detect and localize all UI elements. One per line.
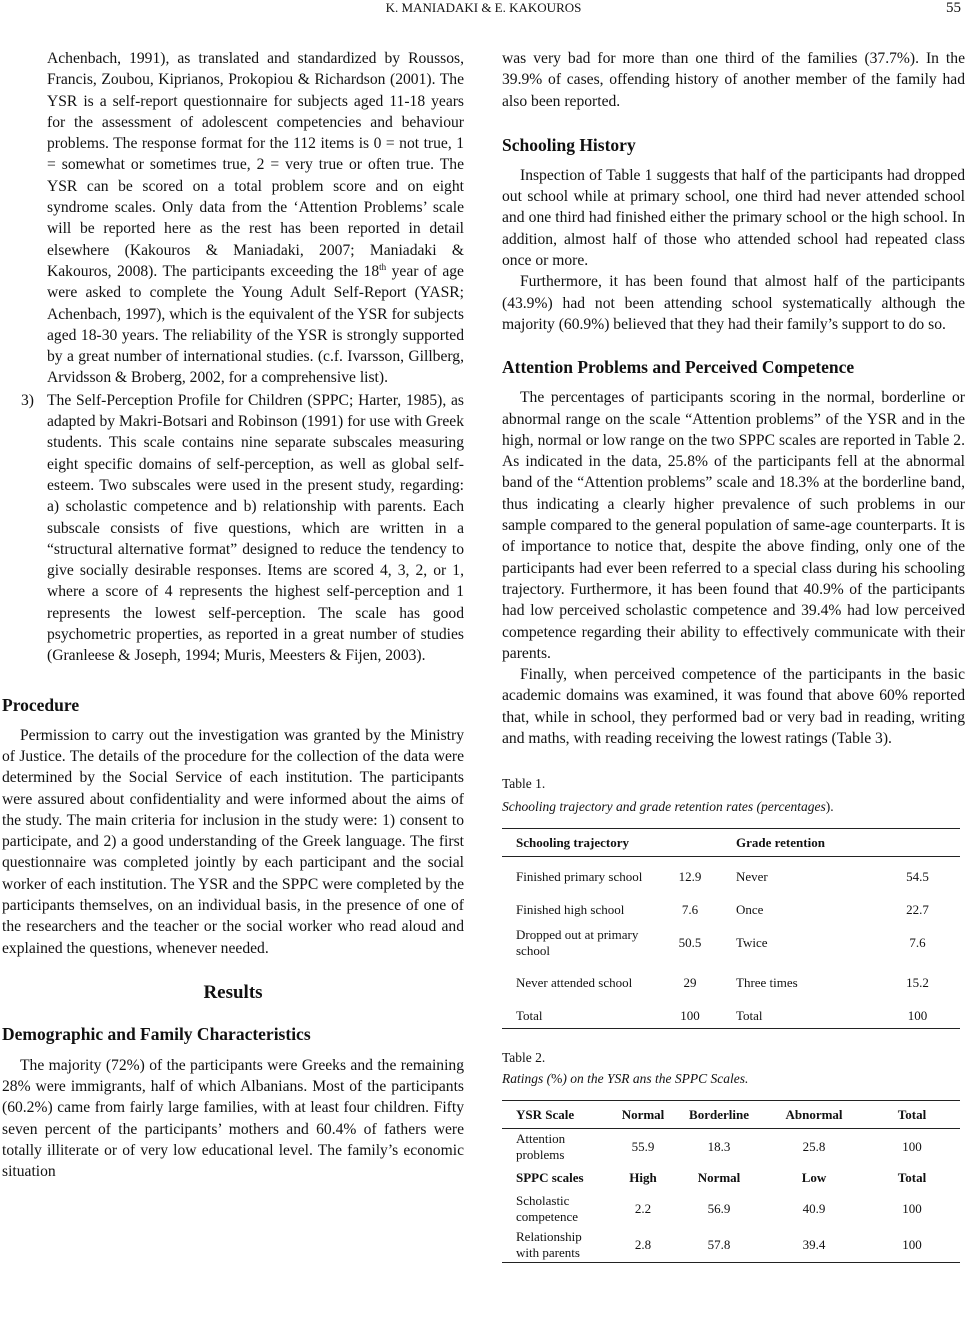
- table-cell: 39.4: [764, 1227, 864, 1263]
- table-cell: 50.5: [678, 934, 702, 950]
- table-cell: 18.3: [707, 1139, 731, 1155]
- table-cell: 54.5: [906, 869, 929, 885]
- table1-header-cell: [650, 829, 722, 857]
- schooling-paragraph-2: Furthermore, it has been found that almost half of the participants (43.9%) had not been attending school systematically although the majority (60.9%) believed that they had their family’s support to do so.: [502, 273, 965, 333]
- table-cell: 2.8: [612, 1227, 674, 1263]
- schooling-history-heading: Schooling History: [502, 134, 636, 155]
- left-column: [2, 48, 464, 1183]
- list-item-number: 3): [21, 391, 34, 409]
- table-cell: Normal: [697, 1169, 741, 1185]
- table-cell: Never: [736, 869, 768, 885]
- table-cell: 57.8: [674, 1227, 764, 1263]
- table2-header-cell: Total: [864, 1101, 960, 1129]
- table-cell: Finished primary school: [516, 869, 643, 885]
- running-header: [0, 0, 967, 22]
- table-cell: Three times: [736, 974, 798, 990]
- table-cell: 100: [650, 1003, 722, 1029]
- attention-heading: Attention Problems and Perceived Competence: [502, 357, 855, 378]
- table-cell: Relationship with parents: [502, 1227, 612, 1263]
- list-item-sppc: [2, 390, 464, 667]
- table1-block: [502, 775, 965, 1029]
- table-cell: 56.9: [707, 1200, 731, 1216]
- table2-header-row: [502, 1101, 960, 1129]
- table-row: [502, 1129, 960, 1165]
- family-continued-paragraph: was very bad for more than one third of the families (37.7%). In the 39.9% of cases, offending history of another member of the family had also been reported.: [502, 50, 965, 110]
- table-cell: Twice: [736, 934, 768, 950]
- table2-subheader-row: [502, 1165, 960, 1191]
- table-cell: 100: [864, 1227, 960, 1263]
- table2-header-cell: Borderline: [674, 1101, 764, 1129]
- table-cell: 15.2: [906, 974, 929, 990]
- table2-header-cell: Normal: [612, 1101, 674, 1129]
- sppc-description-paragraph: The Self-Perception Profile for Children (SPPC; Harter, 1985), as adapted by Makri-Botsari and Robinson (1991) for use with Greek students. This scale contains nine separate subscales measuring eight specific domains of self-perception, as well as global self-esteem. Two subscales were used in the present study, regarding: a) scholastic competence and b) relationship with parents. Each subscale consists of five questions, which are written in a “structural alternative format” designed to reduce the tendency to give socially desirable responses. Items are scored 4, 3, 2, or 1, where a score of 4 represents the highest self-perception and 1 represents the lowest self-perception. The scale has good psychometric properties, as reported in a great number of studies (Granleese & Joseph, 1994; Muris, Meesters & Fijen, 2003).: [47, 391, 464, 665]
- table-cell: 2.2: [634, 1200, 652, 1216]
- right-column: [502, 48, 965, 1263]
- running-header-authors: K. MANIADAKI & E. KAKOUROS: [385, 0, 582, 15]
- table-cell: 100: [902, 1139, 922, 1155]
- table-row: [502, 1227, 960, 1263]
- table-cell: 25.8: [802, 1139, 826, 1155]
- table2-header-cell: Abnormal: [764, 1101, 864, 1129]
- table2-header-cell: YSR Scale: [502, 1101, 612, 1129]
- schooling-paragraph-1: Inspection of Table 1 suggests that half of the participants had dropped out school while at primary school, one third had never attended school and one third had finished either the primary school or the high school. In addition, almost half of those who attended school had repeated class once or more.: [502, 166, 965, 270]
- table-cell: Scholastic competence: [516, 1192, 579, 1224]
- table1-caption: Schooling trajectory and grade retention rates (percentages).: [502, 799, 834, 815]
- table-cell: Total: [897, 1169, 927, 1185]
- table2-block: [502, 1049, 965, 1263]
- table-cell: 7.6: [681, 901, 699, 917]
- table1-header-row: [502, 829, 960, 857]
- procedure-paragraph: Permission to carry out the investigation was granted by the Ministry of Justice. The details of the procedure for the collection of the data were determined by the Social Service of each institution. The participants were assured about confidentiality and were informed about the aims of the study. The main criteria for inclusion in the study were: 1) consent to participate, and 2) a good understanding of the Greek language. The first questionnaire was completed jointly by each participant and the social worker of each institution. The YSR and the SPPC were completed by the participants themselves, on an individual basis, in the presence of one of the researchers and the teacher or the social worker who read aloud and explained the questions, whenever needed.: [2, 726, 464, 957]
- table-cell: Never attended school: [516, 974, 633, 990]
- table-row: [502, 1191, 960, 1227]
- table-cell: Finished high school: [516, 901, 625, 917]
- table-cell: Low: [801, 1169, 827, 1185]
- table2-caption: Ratings (%) on the YSR ans the SPPC Scales.: [502, 1071, 749, 1087]
- table-cell: High: [629, 1169, 657, 1185]
- table-row: [502, 923, 960, 963]
- attention-paragraph-1: The percentages of participants scoring in the normal, borderline or abnormal range on the scale “Attention problems” of the YSR and in the high, normal or low range on the two SPPC scales are reported in Table 2. As indicated in the data, 25.8% of the participants fell at the abnormal band of the “Attention problems” scale and 18.3% at the borderline band, thus indicating a clearly higher prevalence of such problems in our sample compared to the general population of same-age counterparts. It is of importance to notice that, despite the above finding, only one of the participants had ever been referred to a special class during his schooling trajectory. Furthermore, it has been found that 40.9% of the participants had low perceived scholastic competence and 39.4% had low perceived competence regarding their ability to effectively communicate with their parents.: [502, 389, 965, 662]
- table-cell: Once: [736, 901, 764, 917]
- table-row: [502, 857, 960, 897]
- attention-paragraph-2: Finally, when perceived competence of the participants in the basic academic domains was examined, it was found that above 60% reported that, while in school, they performed bad or very bad in reading, writing and maths, with reading receiving the lowest ratings (Table 3).: [502, 666, 965, 748]
- table1-header-cell: Grade retention: [722, 829, 867, 857]
- table-cell: 55.9: [631, 1139, 655, 1155]
- table-cell: 100: [902, 1200, 922, 1216]
- table-cell: 100: [867, 1003, 960, 1029]
- page-number: 55: [946, 0, 961, 16]
- table-cell: Total: [502, 1003, 650, 1029]
- table-cell: SPPC scales: [516, 1169, 584, 1185]
- table2-title: Table 2.: [502, 1050, 546, 1066]
- table-cell: Total: [722, 1003, 867, 1029]
- table-cell: Dropped out at primary school: [516, 926, 639, 958]
- table-row: [502, 897, 960, 923]
- results-heading: Results: [203, 981, 263, 1003]
- table-cell: Attention problems: [516, 1131, 566, 1163]
- procedure-heading: Procedure: [2, 694, 80, 715]
- demographic-heading: Demographic and Family Characteristics: [2, 1023, 311, 1044]
- ysr-description-paragraph: Achenbach, 1991), as translated and standardized by Roussos, Francis, Zoubou, Kiprianos, Prokopiou & Richardson (2001). The YSR is a self-report questionnaire for subjects aged 11-18 years for the assessment of adolescent competencies and behaviour problems. The response format for the 112 items is 0 = not true, 1 = somewhat or sometimes true, 2 = very true or often true. The YSR can be scored on a total problem score and on eight syndrome scales. Only data from the ‘Attention Problems’ scale will be reported here as the rest has been reported in detail elsewhere (Kakouros & Maniadaki, 2007; Maniadaki & Kakouros, 2008). The participants exceeding the 18th year of age were asked to complete the Young Adult Self-Report (YASR; Achenbach, 1997), which is the equivalent of the YSR for subjects aged 18-30 years. The reliability of the YSR is strongly supported by a great number of international studies. (c.f. Ivarsson, Gillberg, Arvidsson & Broberg, 2002, for a comprehensive list).: [47, 50, 464, 387]
- table-row: [502, 1003, 960, 1029]
- table-cell: 7.6: [909, 934, 926, 950]
- table-cell: 12.9: [678, 869, 702, 885]
- demographic-paragraph: The majority (72%) of the participants were Greeks and the remaining 28% were immigrants, half of which Albanians. Most of the participants (60.2%) came from fairly large families, with at least four children. Fifty seven percent of the participants’ mothers and 60.4% of fathers were totally illiterate or of very low educational level. The family’s economic situation: [2, 1056, 464, 1181]
- table1-header-cell: Schooling trajectory: [502, 829, 650, 857]
- table-cell: 29: [683, 974, 697, 990]
- table-row: [502, 963, 960, 1003]
- table-cell: 22.7: [906, 901, 929, 917]
- table1-title: Table 1.: [502, 776, 546, 792]
- table2: [502, 1100, 960, 1263]
- table1-header-cell: [867, 829, 960, 857]
- table1: [502, 828, 960, 1029]
- table-cell: 40.9: [802, 1200, 826, 1216]
